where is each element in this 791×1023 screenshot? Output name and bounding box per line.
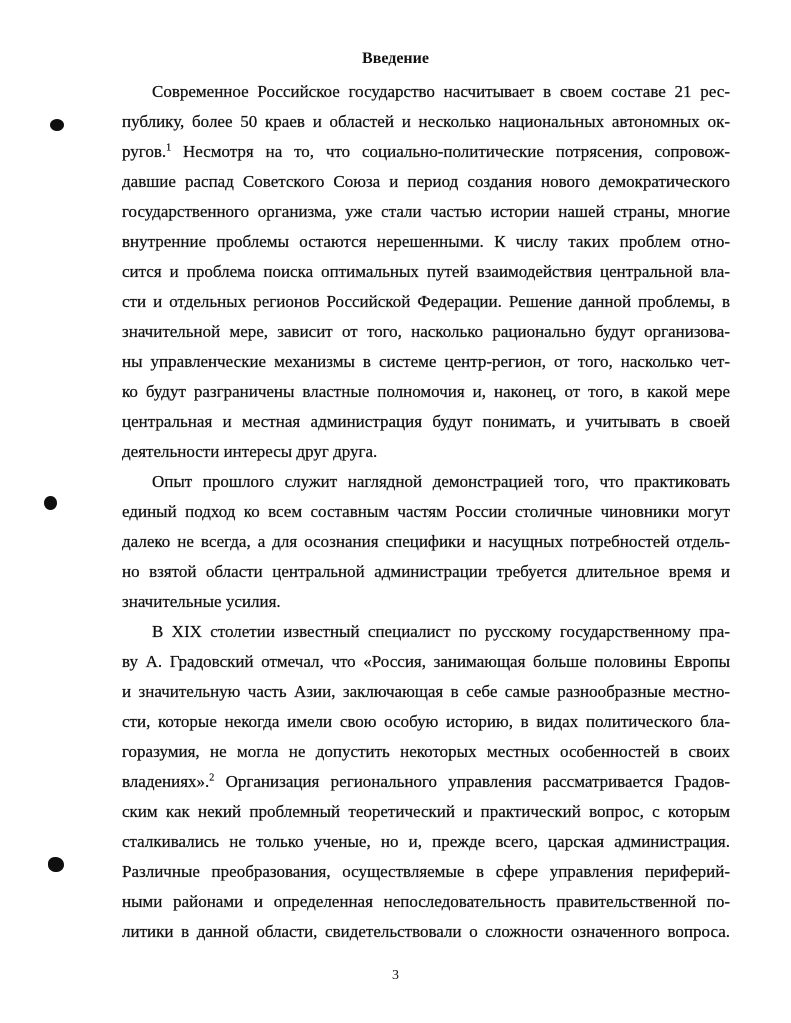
text-line: государственного организма, уже стали частью истории нашей страны, многие bbox=[122, 202, 730, 221]
text-line: ными районами и определенная непоследовательность правительственной по- bbox=[122, 892, 730, 911]
binder-hole-mark bbox=[48, 857, 64, 872]
document-body bbox=[122, 77, 730, 947]
text-line: Опыт прошлого служит наглядной демонстрацией того, что практиковать bbox=[152, 472, 730, 491]
text-line: центральная и местная администрация будут понимать, и учитывать в своей bbox=[122, 412, 730, 431]
text-line bbox=[122, 767, 730, 797]
text-line: Различные преобразования, осуществляемые в сфере управления периферий- bbox=[122, 862, 730, 881]
text-line: ко будут разграничены властные полномочия и, наконец, от того, в какой мере bbox=[122, 382, 730, 401]
text-line: литики в данной области, свидетельствовали о сложности означенного вопроса. bbox=[122, 922, 730, 941]
text-line: давшие распад Советского Союза и период создания нового демократического bbox=[122, 172, 730, 191]
paragraph bbox=[122, 467, 730, 617]
text-line: ским как некий проблемный теоретический и практический вопрос, с которым bbox=[122, 802, 730, 821]
text-line bbox=[122, 137, 730, 167]
text-line: публику, более 50 краев и областей и несколько национальных автономных ок- bbox=[122, 112, 730, 131]
text-line: и значительную часть Азии, заключающая в себе самые разнообразные местно- bbox=[122, 682, 730, 701]
text-fragment: Несмотря на то, что социально-политические потрясения, сопровож- bbox=[182, 142, 730, 161]
text-line: горазумия, не могла не допустить некоторых местных особенностей в своих bbox=[122, 742, 730, 761]
footnote-mark: 2 bbox=[209, 772, 215, 784]
text-line: значительные усилия. bbox=[122, 592, 281, 611]
text-line: Современное Российское государство насчитывает в своем составе 21 рес- bbox=[152, 82, 730, 101]
text-line: внутренние проблемы остаются нерешенными. К числу таких проблем отно- bbox=[122, 232, 730, 251]
text-line: В XIX столетии известный специалист по русскому государственному пра- bbox=[152, 622, 730, 641]
text-fragment: владениях». bbox=[122, 772, 210, 791]
text-line: далеко не всегда, а для осознания специфики и насущных потребностей отдель- bbox=[122, 532, 730, 551]
text-line: деятельности интересы друг друга. bbox=[122, 442, 378, 461]
text-line: но взятой области центральной администрации требуется длительное время и bbox=[122, 562, 730, 581]
text-fragment: ругов. bbox=[122, 142, 167, 161]
page-title: Введение bbox=[362, 50, 429, 67]
text-line: значительной мере, зависит от того, насколько рационально будут организова- bbox=[122, 322, 730, 341]
page-number: 3 bbox=[392, 968, 399, 983]
binder-hole-mark bbox=[50, 119, 64, 131]
paragraph bbox=[122, 617, 730, 947]
text-line: единый подход ко всем составным частям России столичные чиновники могут bbox=[122, 502, 730, 521]
footnote-mark: 1 bbox=[166, 142, 172, 154]
text-line: сти и отдельных регионов Российской Федерации. Решение данной проблемы, в bbox=[122, 292, 730, 311]
paragraph bbox=[122, 77, 730, 467]
text-line: ву А. Градовский отмечал, что «Россия, занимающая больше половины Европы bbox=[122, 652, 730, 671]
text-line: сится и проблема поиска оптимальных путей взаимодействия центральной вла- bbox=[122, 262, 730, 281]
text-line: сти, которые некогда имели свою особую историю, в видах политического бла- bbox=[122, 712, 730, 731]
text-fragment: Организация регионального управления рассматривается Градов- bbox=[225, 772, 730, 791]
text-line: сталкивались не только ученые, но и, прежде всего, царская администрация. bbox=[122, 832, 730, 851]
binder-hole-mark bbox=[44, 496, 57, 510]
text-line: ны управленческие механизмы в системе центр-регион, от того, насколько чет- bbox=[122, 352, 730, 371]
